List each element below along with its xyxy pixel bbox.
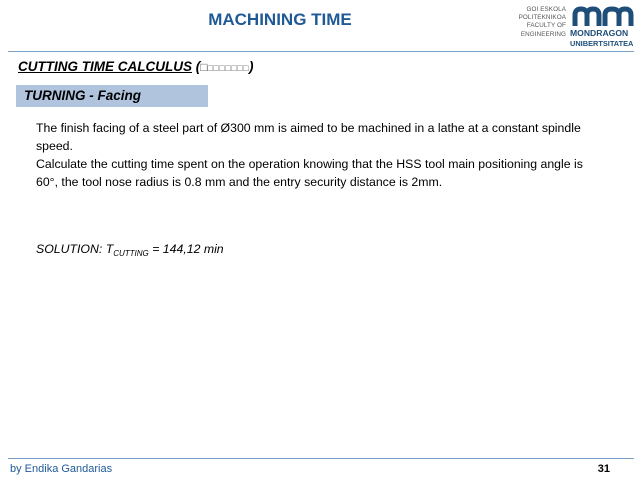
page-header-title: MACHINING TIME [208, 10, 352, 29]
problem-statement: The finish facing of a steel part of Ø300 mm is aimed to be machined in a lathe at a constant spindle speed. [36, 121, 581, 153]
logo-faculty-text [508, 6, 566, 39]
logo-line-2: POLITEKNIKOA [518, 14, 566, 22]
logo-mark-icon [572, 6, 634, 28]
section-title-glyph-run: □□□□□□□ [207, 63, 250, 73]
section-title [18, 59, 254, 74]
problem-question: Calculate the cutting time spent on the operation knowing that the HSS tool main positioning angle is 60°, the tool nose radius is 0.8 mm and the entry security distance is 2mm. [36, 157, 583, 189]
solution-value: = 144,12 min [148, 242, 224, 256]
section-title-text: CUTTING TIME CALCULUS [18, 59, 192, 74]
page-number: 31 [597, 463, 610, 475]
section-title-glyph: □ [200, 60, 208, 74]
logo-name [570, 29, 636, 48]
logo-line-4: ENGINEERING [520, 30, 566, 38]
solution-prefix: SOLUTION: T [36, 242, 114, 256]
logo-line-3: FACULTY OF [526, 22, 566, 30]
section-title-open-paren: ( [191, 59, 201, 74]
subtitle-label: TURNING - Facing [24, 88, 141, 103]
logo-name-sub: UNIBERTSITATEA [570, 38, 634, 48]
subtitle-banner [16, 85, 208, 107]
section-title-close-paren: ) [249, 59, 254, 74]
logo-name-main: MONDRAGON [570, 28, 629, 38]
solution-subscript: CUTTING [113, 249, 149, 258]
university-logo [508, 4, 636, 48]
footer-divider [8, 458, 634, 459]
solution-line [36, 242, 224, 258]
logo-line-1: GOI ESKOLA [526, 6, 566, 13]
footer-author: by Endika Gandarias [10, 463, 113, 475]
header-divider [8, 51, 634, 52]
